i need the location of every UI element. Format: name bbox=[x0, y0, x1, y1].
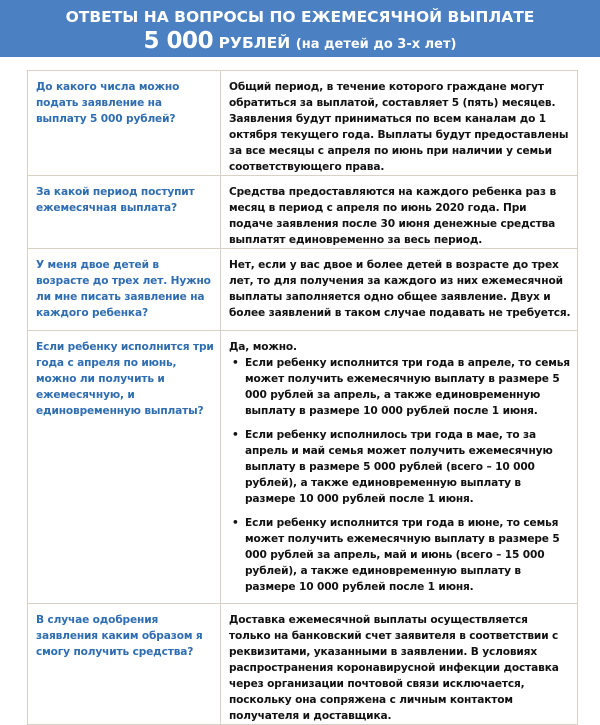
faq-question: У меня двое детей в возрасте до трех лет. Нужно ли мне писать заявление на каждого ребенка? bbox=[28, 249, 221, 331]
faq-answer: Нет, если у вас двое и более детей в возрасте до трех лет, то для получения за каждого из них ежемесячной выплаты заполняется одно общее заявление. Двух и более заявлений в таком случае подавать не требуется. bbox=[221, 249, 578, 331]
list-item bbox=[229, 515, 571, 595]
faq-question: За какой период поступит ежемесячная выплата? bbox=[28, 176, 221, 249]
bullet-icon: • bbox=[232, 357, 239, 369]
faq-question: До какого числа можно подать заявление на выплату 5 000 рублей? bbox=[28, 71, 221, 176]
faq-answer bbox=[221, 331, 578, 604]
faq-row bbox=[28, 249, 578, 331]
header-note: (на детей до 3-х лет) bbox=[295, 37, 457, 52]
answer-bullet-list bbox=[229, 355, 571, 595]
header-unit: РУБЛЕЙ bbox=[218, 34, 291, 52]
faq-row bbox=[28, 331, 578, 604]
faq-row bbox=[28, 176, 578, 249]
page-header bbox=[0, 0, 600, 57]
list-item bbox=[229, 427, 571, 507]
faq-answer: Общий период, в течение которого граждане могут обратиться за выплатой, составляет 5 (пять) месяцев. Заявления будут приниматься по всем каналам до 1 октября текущего года. Выплаты будут предоставлены за все месяцы с апреля по июнь при наличии у семьи соответствующего права. bbox=[221, 71, 578, 176]
bullet-icon: • bbox=[232, 429, 239, 441]
faq-question: В случае одобрения заявления каким образом я смогу получить средства? bbox=[28, 604, 221, 725]
bullet-text: Если ребенку исполнится три года в июне, то семья может получить ежемесячную выплату в размере 5 000 рублей за апрель, май и июнь (всего – 15 000 рублей), а также единовременную выплату в размере 10 000 рублей после 1 июня. bbox=[245, 517, 560, 593]
faq-row bbox=[28, 71, 578, 176]
faq-question: Если ребенку исполнится три года с апреля по июнь, можно ли получить и ежемесячную, и единовременную выплаты? bbox=[28, 331, 221, 604]
faq-table bbox=[27, 70, 578, 725]
answer-intro: Да, можно. bbox=[229, 341, 297, 353]
bullet-text: Если ребенку исполнилось три года в мае, то за апрель и май семья может получить ежемесячную выплату в размере 5 000 рублей (всего – 10 000 рублей), а также единовременную выплату в размере 10 000 рублей после 1 июня. bbox=[245, 429, 553, 505]
faq-row bbox=[28, 604, 578, 725]
header-title: ОТВЕТЫ НА ВОПРОСЫ ПО ЕЖЕМЕСЯЧНОЙ ВЫПЛАТЕ bbox=[65, 8, 535, 26]
faq-answer: Доставка ежемесячной выплаты осуществляется только на банковский счет заявителя в соответствии с реквизитами, указанными в заявлении. В условиях распространения коронавирусной инфекции доставка через организации почтовой связи исключается, поскольку она сопряжена с личным контактом получателя и доставщика. bbox=[221, 604, 578, 725]
bullet-icon: • bbox=[232, 517, 239, 529]
header-subtitle bbox=[0, 28, 600, 58]
faq-answer: Средства предоставляются на каждого ребенка раз в месяц в период с апреля по июнь 2020 года. При подаче заявления после 30 июня денежные средства выплатят единовременно за весь период. bbox=[221, 176, 578, 249]
bullet-text: Если ребенку исполнится три года в апреле, то семья может получить ежемесячную выплату в размере 5 000 рублей за апрель, а также единовременную выплату в размере 10 000 рублей после 1 июня. bbox=[245, 357, 570, 417]
header-amount: 5 000 bbox=[143, 28, 214, 54]
list-item bbox=[229, 355, 571, 419]
